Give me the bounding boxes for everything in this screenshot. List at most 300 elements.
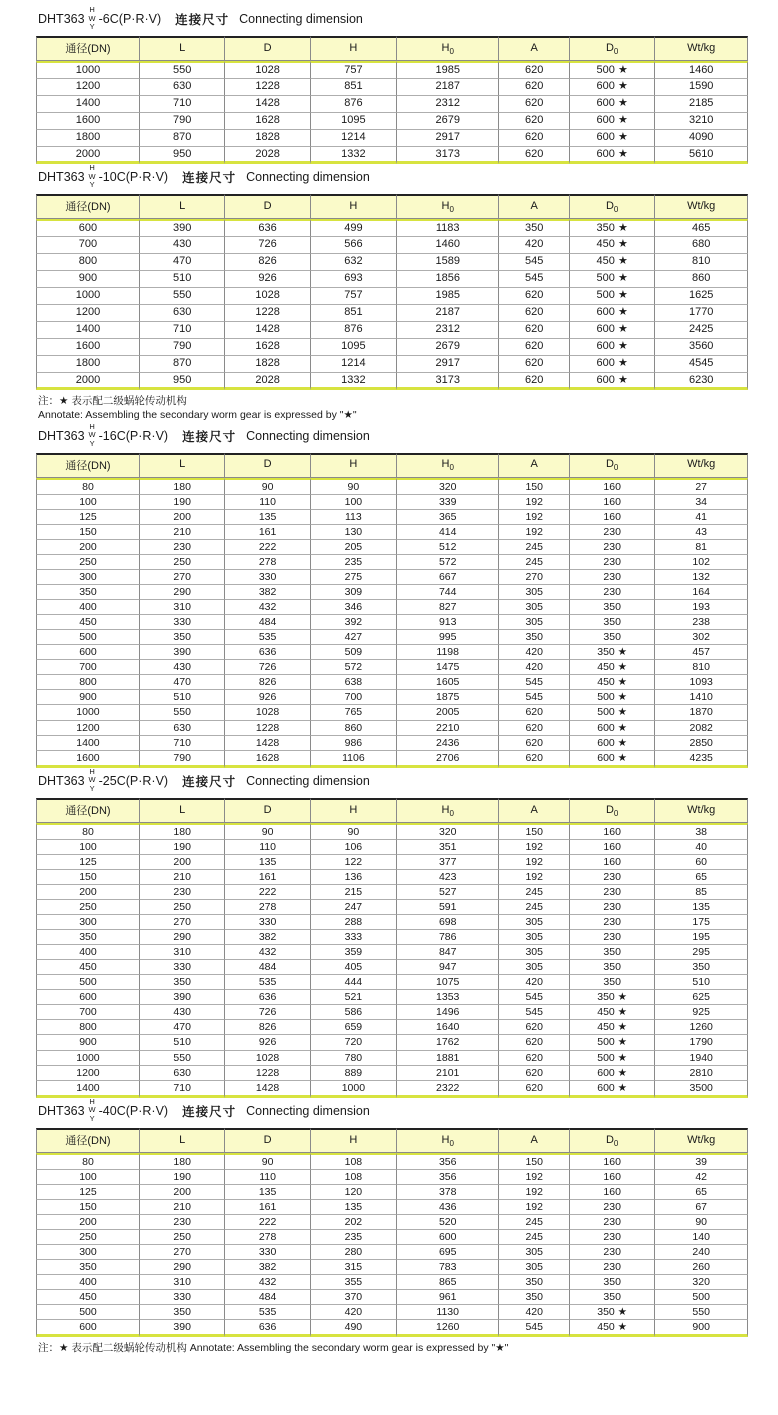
table-cell: 420 bbox=[499, 975, 569, 990]
table-cell: 450 ★ bbox=[570, 1320, 655, 1337]
table-cell: 420 bbox=[499, 1305, 569, 1320]
table-row bbox=[36, 630, 748, 645]
table-cell: 135 bbox=[311, 1200, 397, 1215]
table-cell: 250 bbox=[36, 900, 140, 915]
table-cell: 414 bbox=[397, 525, 500, 540]
header-cell-d0: $D_0$ bbox=[570, 798, 655, 823]
table-row bbox=[36, 675, 748, 690]
table-cell: 190 bbox=[140, 495, 225, 510]
table-cell: 370 bbox=[311, 1290, 397, 1305]
table-cell: 200 bbox=[140, 1185, 225, 1200]
header-cell-dn: 通径(DN) bbox=[36, 453, 140, 478]
table-body-6c bbox=[36, 61, 748, 164]
table-cell: 250 bbox=[36, 555, 140, 570]
table-row bbox=[36, 79, 748, 96]
table-cell: 81 bbox=[655, 540, 748, 555]
table-cell: 600 ★ bbox=[570, 1081, 655, 1098]
table-cell: 790 bbox=[140, 751, 225, 768]
table-row bbox=[36, 915, 748, 930]
table-cell: 520 bbox=[397, 1215, 500, 1230]
title-zh: 连接尺寸 bbox=[182, 774, 237, 789]
table-cell: 160 bbox=[570, 510, 655, 525]
header-cell-d: D bbox=[225, 1128, 310, 1153]
table-cell: 1000 bbox=[36, 705, 140, 720]
table-cell: 1762 bbox=[397, 1035, 500, 1050]
table-cell: 430 bbox=[140, 237, 225, 254]
table-cell: 106 bbox=[311, 840, 397, 855]
table-cell: 382 bbox=[225, 930, 310, 945]
table-cell: 900 bbox=[36, 271, 140, 288]
table-cell: 205 bbox=[311, 540, 397, 555]
table-cell: 1628 bbox=[225, 113, 310, 130]
header-cell-d: D bbox=[225, 194, 310, 219]
table-cell: 591 bbox=[397, 900, 500, 915]
model-prefix: DHT363 bbox=[38, 428, 85, 443]
header-cell-d: D bbox=[225, 36, 310, 61]
table-row bbox=[36, 540, 748, 555]
header-cell-wt: Wt/kg bbox=[655, 1128, 748, 1153]
table-cell: 377 bbox=[397, 855, 500, 870]
table-cell: 110 bbox=[225, 495, 310, 510]
table-cell: 620 bbox=[499, 705, 569, 720]
table-cell: 80 bbox=[36, 823, 140, 840]
table-cell: 430 bbox=[140, 1005, 225, 1020]
table-cell: 632 bbox=[311, 254, 397, 271]
table-cell: 620 bbox=[499, 130, 569, 147]
table-cell: 2679 bbox=[397, 339, 500, 356]
table-cell: 200 bbox=[36, 1215, 140, 1230]
header-cell-d0: $D_0$ bbox=[570, 1128, 655, 1153]
table-cell: 350 bbox=[140, 1305, 225, 1320]
table-cell: 1400 bbox=[36, 1081, 140, 1098]
table-cell: 210 bbox=[140, 1200, 225, 1215]
model-suffix: -40C(P·R·V) bbox=[98, 1103, 169, 1118]
table-cell: 4545 bbox=[655, 356, 748, 373]
table-cell: 450 bbox=[36, 615, 140, 630]
table-row bbox=[36, 600, 748, 615]
table-cell: 600 bbox=[397, 1230, 500, 1245]
table-cell: 600 ★ bbox=[570, 721, 655, 736]
table-cell: 132 bbox=[655, 570, 748, 585]
header-cell-l: L bbox=[140, 194, 225, 219]
table-title-16c bbox=[38, 423, 748, 449]
table-cell: 2210 bbox=[397, 721, 500, 736]
table-cell: 230 bbox=[570, 1245, 655, 1260]
table-cell: 638 bbox=[311, 675, 397, 690]
model-prefix: DHT363 bbox=[38, 1103, 85, 1118]
table-cell: 39 bbox=[655, 1153, 748, 1170]
header-cell-h0: $H_0$ bbox=[397, 36, 500, 61]
table-row bbox=[36, 219, 748, 237]
table-cell: 900 bbox=[655, 1320, 748, 1337]
title-en: Connecting dimension bbox=[246, 170, 370, 185]
table-cell: 350 bbox=[140, 975, 225, 990]
table-cell: 160 bbox=[570, 478, 655, 495]
table-cell: 1600 bbox=[36, 751, 140, 768]
table-cell: 350 bbox=[570, 1290, 655, 1305]
table-cell: 180 bbox=[140, 823, 225, 840]
table-cell: 390 bbox=[140, 1320, 225, 1337]
table-cell: 600 bbox=[36, 219, 140, 237]
table-cell: 693 bbox=[311, 271, 397, 288]
table-cell: 280 bbox=[311, 1245, 397, 1260]
table-cell: 457 bbox=[655, 645, 748, 660]
table-title-10c bbox=[38, 164, 748, 190]
table-cell: 900 bbox=[36, 1035, 140, 1050]
table-row bbox=[36, 147, 748, 165]
table-cell: 620 bbox=[499, 1035, 569, 1050]
table-row bbox=[36, 855, 748, 870]
table-row bbox=[36, 356, 748, 373]
title-en: Connecting dimension bbox=[246, 773, 370, 788]
table-cell: 125 bbox=[36, 510, 140, 525]
table-cell: 1000 bbox=[36, 61, 140, 79]
table-cell: 698 bbox=[397, 915, 500, 930]
table-cell: 245 bbox=[499, 900, 569, 915]
table-cell: 600 ★ bbox=[570, 96, 655, 113]
table-row bbox=[36, 1170, 748, 1185]
table-cell: 392 bbox=[311, 615, 397, 630]
table-cell: 390 bbox=[140, 990, 225, 1005]
table-body-10c bbox=[36, 219, 748, 390]
table-cell: 2706 bbox=[397, 751, 500, 768]
table-row bbox=[36, 975, 748, 990]
table-cell: 43 bbox=[655, 525, 748, 540]
table-row bbox=[36, 373, 748, 391]
table-cell: 310 bbox=[140, 945, 225, 960]
table-cell: 230 bbox=[140, 1215, 225, 1230]
table-cell: 160 bbox=[570, 823, 655, 840]
table-cell: 465 bbox=[655, 219, 748, 237]
table-cell: 278 bbox=[225, 555, 310, 570]
table-cell: 330 bbox=[225, 1245, 310, 1260]
table-cell: 230 bbox=[140, 540, 225, 555]
table-section-10c bbox=[36, 164, 748, 423]
table-cell: 164 bbox=[655, 585, 748, 600]
worm-gear-note-bottom bbox=[38, 1341, 748, 1355]
table-cell: 230 bbox=[570, 540, 655, 555]
table-cell: 1600 bbox=[36, 113, 140, 130]
table-cell: 1093 bbox=[655, 675, 748, 690]
table-cell: 800 bbox=[36, 1020, 140, 1035]
table-cell: 192 bbox=[499, 495, 569, 510]
table-cell: 161 bbox=[225, 525, 310, 540]
table-cell: 195 bbox=[655, 930, 748, 945]
table-cell: 120 bbox=[311, 1185, 397, 1200]
table-cell: 350 bbox=[570, 960, 655, 975]
table-cell: 510 bbox=[140, 690, 225, 705]
table-cell: 305 bbox=[499, 930, 569, 945]
table-title-40c bbox=[38, 1098, 748, 1124]
table-cell: 566 bbox=[311, 237, 397, 254]
table-row bbox=[36, 1200, 748, 1215]
note-line-combined: 注：★ 表示配二级蜗轮传动机构 Annotate: Assembling the secondary worm gear is expressed by "★" bbox=[38, 1342, 509, 1355]
table-cell: 521 bbox=[311, 990, 397, 1005]
table-cell: 527 bbox=[397, 885, 500, 900]
table-cell: 230 bbox=[570, 915, 655, 930]
table-row bbox=[36, 660, 748, 675]
table-row bbox=[36, 870, 748, 885]
table-cell: 245 bbox=[499, 555, 569, 570]
dimension-table-10c bbox=[36, 194, 748, 390]
table-cell: 500 ★ bbox=[570, 61, 655, 79]
table-cell: 600 bbox=[36, 1320, 140, 1337]
table-cell: 235 bbox=[311, 555, 397, 570]
table-cell: 450 ★ bbox=[570, 1020, 655, 1035]
table-cell: 80 bbox=[36, 1153, 140, 1170]
table-row bbox=[36, 1245, 748, 1260]
table-cell: 1940 bbox=[655, 1051, 748, 1066]
table-cell: 210 bbox=[140, 870, 225, 885]
table-cell: 90 bbox=[225, 1153, 310, 1170]
table-cell: 710 bbox=[140, 96, 225, 113]
table-cell: 230 bbox=[570, 585, 655, 600]
table-cell: 550 bbox=[140, 705, 225, 720]
table-section-25c bbox=[36, 768, 748, 1098]
table-cell: 1985 bbox=[397, 61, 500, 79]
table-cell: 500 ★ bbox=[570, 690, 655, 705]
table-cell: 432 bbox=[225, 1275, 310, 1290]
table-cell: 202 bbox=[311, 1215, 397, 1230]
table-cell: 3500 bbox=[655, 1081, 748, 1098]
table-row bbox=[36, 96, 748, 113]
table-cell: 1000 bbox=[36, 288, 140, 305]
table-cell: 500 ★ bbox=[570, 1051, 655, 1066]
table-cell: 2005 bbox=[397, 705, 500, 720]
table-cell: 620 bbox=[499, 356, 569, 373]
table-row bbox=[36, 900, 748, 915]
table-cell: 550 bbox=[140, 288, 225, 305]
table-cell: 135 bbox=[225, 1185, 310, 1200]
table-row bbox=[36, 555, 748, 570]
table-cell: 680 bbox=[655, 237, 748, 254]
title-zh: 连接尺寸 bbox=[182, 171, 237, 186]
table-cell: 245 bbox=[499, 540, 569, 555]
table-cell: 450 ★ bbox=[570, 675, 655, 690]
table-cell: 950 bbox=[140, 373, 225, 391]
table-cell: 4235 bbox=[655, 751, 748, 768]
table-cell: 420 bbox=[499, 237, 569, 254]
table-cell: 250 bbox=[140, 1230, 225, 1245]
table-cell: 545 bbox=[499, 990, 569, 1005]
table-cell: 247 bbox=[311, 900, 397, 915]
table-cell: 1028 bbox=[225, 705, 310, 720]
table-cell: 113 bbox=[311, 510, 397, 525]
table-cell: 305 bbox=[499, 1245, 569, 1260]
table-row bbox=[36, 1035, 748, 1050]
table-cell: 926 bbox=[225, 1035, 310, 1050]
table-cell: 620 bbox=[499, 96, 569, 113]
table-cell: 427 bbox=[311, 630, 397, 645]
header-cell-a: A bbox=[499, 1128, 569, 1153]
table-cell: 405 bbox=[311, 960, 397, 975]
table-cell: 2679 bbox=[397, 113, 500, 130]
table-cell: 1332 bbox=[311, 373, 397, 391]
table-row bbox=[36, 1215, 748, 1230]
table-cell: 230 bbox=[570, 1200, 655, 1215]
table-cell: 270 bbox=[140, 915, 225, 930]
table-cell: 600 ★ bbox=[570, 339, 655, 356]
table-cell: 135 bbox=[225, 510, 310, 525]
table-cell: 620 bbox=[499, 147, 569, 165]
table-cell: 1075 bbox=[397, 975, 500, 990]
table-cell: 100 bbox=[311, 495, 397, 510]
table-row bbox=[36, 930, 748, 945]
table-cell: 140 bbox=[655, 1230, 748, 1245]
table-cell: 390 bbox=[140, 219, 225, 237]
table-cell: 2028 bbox=[225, 147, 310, 165]
table-cell: 490 bbox=[311, 1320, 397, 1337]
model-variant-stack: H W Y bbox=[88, 1096, 96, 1123]
table-cell: 350 bbox=[499, 219, 569, 237]
table-cell: 400 bbox=[36, 945, 140, 960]
table-row bbox=[36, 945, 748, 960]
header-row bbox=[36, 36, 748, 61]
model-variant-stack: H W Y bbox=[88, 163, 96, 190]
table-row bbox=[36, 339, 748, 356]
header-cell-a: A bbox=[499, 36, 569, 61]
header-cell-h0: $H_0$ bbox=[397, 798, 500, 823]
table-cell: 620 bbox=[499, 113, 569, 130]
table-cell: 510 bbox=[655, 975, 748, 990]
table-row bbox=[36, 130, 748, 147]
header-row bbox=[36, 1128, 748, 1153]
table-cell: 432 bbox=[225, 600, 310, 615]
table-cell: 500 ★ bbox=[570, 1035, 655, 1050]
table-cell: 310 bbox=[140, 1275, 225, 1290]
table-cell: 1200 bbox=[36, 305, 140, 322]
table-cell: 1828 bbox=[225, 356, 310, 373]
table-cell: 1428 bbox=[225, 322, 310, 339]
table-cell: 545 bbox=[499, 675, 569, 690]
table-cell: 278 bbox=[225, 900, 310, 915]
table-cell: 710 bbox=[140, 322, 225, 339]
table-cell: 1625 bbox=[655, 288, 748, 305]
table-cell: 436 bbox=[397, 1200, 500, 1215]
table-cell: 600 ★ bbox=[570, 113, 655, 130]
table-cell: 720 bbox=[311, 1035, 397, 1050]
table-cell: 600 ★ bbox=[570, 1066, 655, 1081]
table-cell: 245 bbox=[499, 1215, 569, 1230]
table-cell: 305 bbox=[499, 915, 569, 930]
table-cell: 2810 bbox=[655, 1066, 748, 1081]
table-cell: 108 bbox=[311, 1170, 397, 1185]
table-cell: 295 bbox=[655, 945, 748, 960]
table-cell: 450 ★ bbox=[570, 254, 655, 271]
table-row bbox=[36, 1275, 748, 1290]
model-prefix: DHT363 bbox=[38, 773, 85, 788]
table-row bbox=[36, 721, 748, 736]
table-cell: 230 bbox=[570, 1230, 655, 1245]
table-row bbox=[36, 823, 748, 840]
table-cell: 470 bbox=[140, 675, 225, 690]
table-cell: 122 bbox=[311, 855, 397, 870]
table-cell: 757 bbox=[311, 288, 397, 305]
dimension-table-16c bbox=[36, 453, 748, 768]
table-row bbox=[36, 1153, 748, 1170]
table-body-25c bbox=[36, 823, 748, 1098]
table-cell: 470 bbox=[140, 254, 225, 271]
table-cell: 876 bbox=[311, 96, 397, 113]
table-cell: 710 bbox=[140, 1081, 225, 1098]
table-cell: 986 bbox=[311, 736, 397, 751]
table-cell: 1628 bbox=[225, 339, 310, 356]
table-cell: 1428 bbox=[225, 1081, 310, 1098]
table-cell: 222 bbox=[225, 1215, 310, 1230]
table-cell: 1028 bbox=[225, 288, 310, 305]
table-cell: 620 bbox=[499, 1066, 569, 1081]
table-row bbox=[36, 1230, 748, 1245]
table-cell: 786 bbox=[397, 930, 500, 945]
table-cell: 925 bbox=[655, 1005, 748, 1020]
table-cell: 1000 bbox=[36, 1051, 140, 1066]
table-cell: 961 bbox=[397, 1290, 500, 1305]
table-cell: 600 ★ bbox=[570, 305, 655, 322]
table-cell: 545 bbox=[499, 254, 569, 271]
table-cell: 1200 bbox=[36, 79, 140, 96]
table-cell: 330 bbox=[140, 960, 225, 975]
table-cell: 550 bbox=[140, 1051, 225, 1066]
table-section-6c bbox=[36, 6, 748, 164]
table-cell: 726 bbox=[225, 1005, 310, 1020]
model-variant-stack: H W Y bbox=[88, 766, 96, 793]
table-cell: 726 bbox=[225, 237, 310, 254]
table-row bbox=[36, 1290, 748, 1305]
table-cell: 356 bbox=[397, 1170, 500, 1185]
table-cell: 790 bbox=[140, 113, 225, 130]
table-cell: 100 bbox=[36, 495, 140, 510]
table-cell: 1460 bbox=[397, 237, 500, 254]
table-cell: 305 bbox=[499, 600, 569, 615]
table-cell: 1770 bbox=[655, 305, 748, 322]
table-cell: 210 bbox=[140, 525, 225, 540]
table-cell: 444 bbox=[311, 975, 397, 990]
table-cell: 470 bbox=[140, 1020, 225, 1035]
table-cell: 270 bbox=[140, 1245, 225, 1260]
table-cell: 135 bbox=[225, 855, 310, 870]
table-cell: 2436 bbox=[397, 736, 500, 751]
table-cell: 200 bbox=[36, 885, 140, 900]
table-row bbox=[36, 61, 748, 79]
header-cell-a: A bbox=[499, 194, 569, 219]
table-cell: 500 ★ bbox=[570, 271, 655, 288]
table-cell: 659 bbox=[311, 1020, 397, 1035]
table-cell: 1095 bbox=[311, 113, 397, 130]
table-cell: 350 bbox=[570, 1275, 655, 1290]
table-cell: 192 bbox=[499, 1185, 569, 1200]
title-en: Connecting dimension bbox=[246, 1103, 370, 1118]
table-cell: 180 bbox=[140, 1153, 225, 1170]
table-cell: 350 bbox=[36, 585, 140, 600]
table-cell: 160 bbox=[570, 1153, 655, 1170]
table-cell: 847 bbox=[397, 945, 500, 960]
header-cell-wt: Wt/kg bbox=[655, 798, 748, 823]
table-row bbox=[36, 1081, 748, 1098]
table-cell: 500 bbox=[655, 1290, 748, 1305]
table-cell: 359 bbox=[311, 945, 397, 960]
title-zh: 连接尺寸 bbox=[182, 429, 237, 444]
table-row bbox=[36, 1305, 748, 1320]
table-cell: 378 bbox=[397, 1185, 500, 1200]
table-cell: 695 bbox=[397, 1245, 500, 1260]
table-cell: 150 bbox=[36, 525, 140, 540]
table-cell: 600 ★ bbox=[570, 322, 655, 339]
table-row bbox=[36, 510, 748, 525]
note-line-en: Annotate: Assembling the secondary worm gear is expressed by "★" bbox=[38, 409, 357, 422]
table-cell: 1028 bbox=[225, 61, 310, 79]
dimension-table-25c bbox=[36, 798, 748, 1098]
header-cell-wt: Wt/kg bbox=[655, 194, 748, 219]
